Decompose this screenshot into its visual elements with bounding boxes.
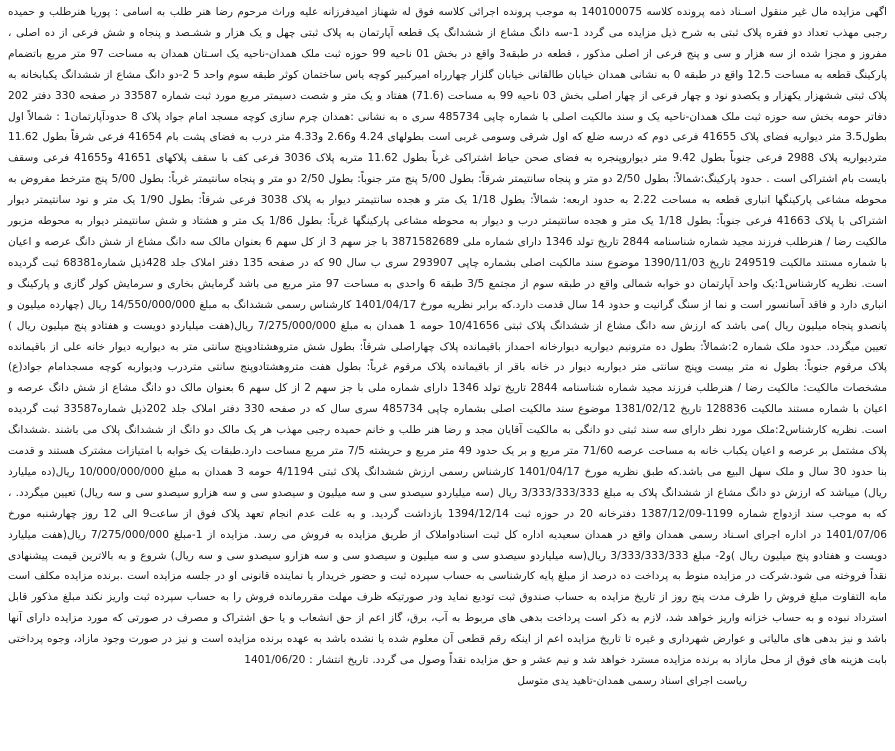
auction-notice-body: اگهی مزایده مال غیر منقول اسـناد ذمه پرونده کلاسه 140100075 به موجب پرونده اجرائی کلاسه فوق له شهناز امیدفرزانه علیه وراث مرحوم رضا هنر طلب به اسامی : پوریا هنرطلب و حمیده رجبی مهذب تعداد دو فقره پلاک ثبتی به شرح ذیل مزایده می گردد 1-سه دانگ مشاع از ششدانگ یک قطعه آپارتمان به پلاک ثبتی چهل و یک هزار و ششـصد و پنجاه و شش فرعی از ده اصلی ، مفروز و مجزا شده از سه هزار و سی و پنج فرعی از اصلی مذکور ، قطعه در طبقه3 واقع در بخش 01 ناحیه 99 حوزه ثبت ملک همدان-ناحیه یک اسـتان همدان به مساحت 97 متر مربع باتضمام پارکینگ قطعه به مساحت 12.5 واقع در طبقه 0 به نشانی همدان خیابان طالقانی خیابان گلزار چهارراه امیرکبیر کوچه یاس ساختمان کوثر طبقه سوم واحد 5 2-دو دانگ مشاع از ششدانگ یکبابخانه به پلاک ثبتی ششهزار یکهزار و یکصدو نود و چهار فرعی از چهار اصلی بخش 03 ناحیه 99 به مساحت (71.6) هفتاد و یک متر و شصت دسیمتر مربع مورد ثبت شماره 33587 در صفحه 330 دفتر 202 دفاتر حومه بخش سه حوزه ثبت ملک همدان-ناحیه یک و سند مالکیت اصلی با شماره چاپی 485734 سری ه به نشانی :همدان چرم سازی کوچه مسجد امام جواد پلاک 8 حدودآپارتمان1 : شمالاً اول بطول3.5 متر دیواریه فضای پلاک 41655 فرعی دوم که درسه ضلع که اول شرقی وسومی غربی است بطولهای 4.24 و2.66 و4.33 متر درب به فضای پشت بام 41654 فرعی شرقاً بطول 11.62 متردیواریه پلاک 2988 فرعی جنوباً بطول 9.42 متر دیواروپنجره به فضای صحن حیاط اشتراکی غرباً بطول 11.62 متربه پلاک 3036 فرعی کف با سقف پلاکهای 41651 و41655 فرعی وسقف بایست بام اشتراکی است . حدود پارکینگ:شمالاً: بطول 2/50 دو متر و پنجاه سانتیمتر شرقاً: بطول 5/00 پنج متر جنوباً: بطول 2/50 دو متر و پنجاه سانتیمتر غرباً: بطول 5/00 پنج مترخط مفروض به محوطه مشاعی پارکینگها انباری قطعه به مساحت 2.22 به حدود اربعه: شمالاً: بطول 1/18 یک متر و هجده سانتیمتر دیوار به پلاک 3038 فرعی شرقاً: بطول 1/90 یک متر و نود سانتیمتر دیوار اشتراکی با پلاک 41663 فرعی جنوباً: بطول 1/18 یک متر و هجده سانتیمتر درب و دیوار به محوطه مشاعی پارکینگها غرباً: بطول 1/86 یک متر و هشتاد و شش سانتیمتر دیوار به محوطه مزبور مالکیت رضا / هنرطلب فرزند مجید شماره شناسنامه 2844 تاریخ تولد 1346 دارای شماره ملی 3871582689 با جز سهم 3 از کل سهم 6 بعنوان مالک سه دانگ مشاع از شش دانگ عرصه و اعیان با شماره مستند مالکیت 249519 تاریخ 1390/11/03 موضوع سند مالکیت اصلی بشماره چاپی 293907 سری ب سال 90 که در صفحه 135 دفتر املاک جلد 428ذیل شماره68381 ثبت گردیده است. نظریه کارشناس1:یک واحد آپارتمان دو خوابه شمالی واقع در طبقه سوم از مجتمع 3/5 طبقه 6 واحدی به مساحت 97 متر مربع می باشد گرمایش بخاری و سرمایش کولر گازی و پارکینگ و انباری دارد و فاقد آسانسور است و نما از سنگ گرانیت و حدود 14 سال قدمت دارد.که برابر نظریه مورخ 1401/04/17 کارشناس رسمی ششدانگ به مبلغ 14/550/000/000 ریال (چهارده میلیون و پانصدو پنجاه میلیون ریال )می باشد که ارزش سه دانگ مشاع از ششدانگ پلاک ثبتی 10/41656 حومه 1 همدان به مبلغ 7/275/000/000 ریال(هفت میلیاردو دویست و هفتادو پنج میلیون ریال ) تعیین میگردد. حدود ملک شماره 2:شمالاً: بطول ده مترونیم دیواریه دیوارخانه احمداز باقیمانده پلاک چهاراصلی شرقاً: بطول شش متروهشتادوپنج سانتی متر به دیواریه دیوار خانه علی از باقیمانده پلاک مرقوم جنوباً: بطول نه متر بیست وپنج سانتی متر دیواربه دیوار در خانه باقر از باقیمانده پلاک مرقوم غرباً: بطول هفت متروهشتادوپنج سانتی متردرب ودیواربه کوچه مسجدامام جواد(ع) مشخصات مالکیت: مالکیت رضا / هنرطلب فرزند مجید شماره شناسنامه 2844 تاریخ تولد 1346 دارای شماره ملی با جز سهم 2 از کل سهم 6 بعنوان مالک دو دانگ مشاع از شش دانگ عرصه و اعیان با شماره مستند مالکیت 128836 تاریخ 1381/02/12 موضوع سند مالکیت اصلی بشماره چاپی 485734 سری سال که در صفحه 330 دفتر املاک جلد 202ذیل شماره33587 ثبت گردیده است. نظریه کارشناس2:ملک مورد نظر دارای سه سند ثبتی دو دانگی به مالکیت آقایان مجد و رضا هنر طلب و خانم حمیده رجبی مهذب هر یک مالک دو دانگ از ششدانگ پلاک می باشند .ششدانگ پلاک مشتمل بر عرصه و اعیان یکباب خانه به مساحت عرصه 71/60 متر مربع و بر یک حدود 49 متر مربع و حریشته 7/5 متر مربع مساحت دارد.طبقات یک خوابه با امتیازات مشترک هستند و قدمت بنا حدود 30 سال و ملک سهل البیع می باشد.که طبق نظریه مورخ 1401/04/17 کارشناس رسمی ارزش ششدانگ پلاک ثبتی 4/1194 حومه 3 همدان به مبلغ 10/000/000/000 ریال(ده میلیارد ریال) میباشد که ارزش دو دانگ مشاع از ششدانگ پلاک به مبلغ 3/333/333/333 ریال (سه میلیاردو سیصدو سی و سه میلیون و سیصدو سی و سه هزارو سیصدو سی و سه ریال) تعیین میگردد. ، که به موجب سند ازدواج شماره 1199-1387/12/09 دفترخانه 20 در حوزه ثبت 1394/12/14 بازداشت گردید. و به علت عدم انجام تعهد پلاک فوق از ساعت9 الی 12 روز چهارشنبه مورخ 1401/07/06 در اداره اجرای اسـناد رسمی همدان واقع در همدان سعیدیه اداره کل ثبت اسنادواملاک از طریق مزایده به فروش می رسد. مزایده از 1-مبلغ 7/275/000/000 ریال(هفت میلیارد دویست و هفتادو پنج میلیون ریال )و2- مبلغ 3/333/333/333 ریال(سه میلیاردو سیصدو سی و سه میلیون و سیصدو سی و سه هزارو سیصدو سی و سه ریال) شروع و به بالاترین قیمت پیشنهادی نقداً فروخته می شود.شرکت در مزایده منوط به پرداخت ده درصد از مبلغ پایه کارشناسی به حساب سپرده ثبت و حضور خریدار یا نماینده قانونی او در جلسه مزایده است .برنده مزایده مکلف است مابه التفاوت مبلغ فروش را ظرف مدت پنج روز از تاریخ مزایده به حساب صندوق ثبت تودیع نماید ودر صورتیکه ظرف مهلت مقررمانده فروش را به حساب سپرده ثبت واریز نکند مبلغ مذکور قابل استرداد نبوده و به حساب خزانه واریز خواهد شد، لازم به ذکر است پرداخت بدهی های مربوط به آب، برق، گاز اعم از حق انشعاب و یا حق اشتراک و مصرف در صورتی که مورد مزایده دارای آنها باشد و نیز بدهی های مالیاتی و عوارض شهرداری و غیره تا تاریخ مزایده اعم از اینکه رقم قطعی آن معلوم شده یا نشده باشد به عهده برنده مزایده است و نیز در صورت وجود مازاد، وجوه پرداختی بابت هزینه های فوق از محل مازاد به برنده مزایده مسترد خواهد شد و نیم عشر و حق مزایده نقداً وصول می گردد. تاریخ انتشار : 1401/06/20 bbox=[8, 6, 888, 667]
notice-signature: ریاست اجرای اسناد رسمی همدان-تاهید یدی متوسل bbox=[517, 675, 747, 687]
